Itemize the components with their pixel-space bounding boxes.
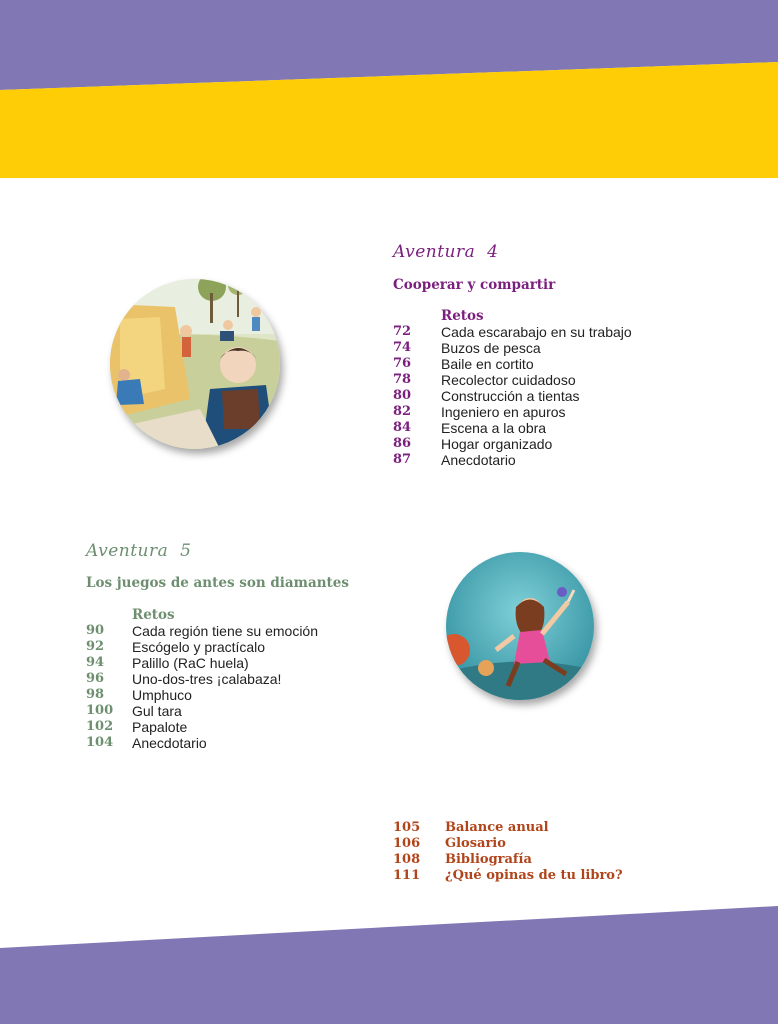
- aventura5-subtitle: Los juegos de antes son diamantes: [86, 575, 349, 591]
- page-number: 78: [393, 372, 412, 387]
- bottom-purple-band: [0, 906, 778, 1024]
- retos-heading: Retos: [441, 308, 484, 324]
- toc-entry[interactable]: [393, 436, 632, 452]
- aventura5-title: Aventura 5: [86, 541, 192, 561]
- page-number: 105: [393, 820, 421, 835]
- page-number: 90: [86, 623, 105, 638]
- page-number: 111: [393, 868, 421, 883]
- page-number: 92: [86, 639, 105, 654]
- toc-entry[interactable]: [86, 719, 318, 735]
- page-number: 72: [393, 324, 412, 339]
- entry-title: Escógelo y practícalo: [132, 639, 266, 655]
- entry-title: Construcción a tientas: [441, 388, 580, 404]
- page-number: 96: [86, 671, 105, 686]
- closing-entry[interactable]: [393, 852, 623, 868]
- toc-entry[interactable]: [86, 623, 318, 639]
- entry-title: Buzos de pesca: [441, 340, 541, 356]
- closing-list: [393, 820, 623, 884]
- toc-entry[interactable]: [393, 356, 632, 372]
- page-number: 86: [393, 436, 412, 451]
- toc-entry[interactable]: [86, 671, 318, 687]
- entry-title: Glosario: [445, 836, 506, 851]
- toc-entry[interactable]: [393, 340, 632, 356]
- closing-entry[interactable]: [393, 868, 623, 884]
- entry-title: Baile en cortito: [441, 356, 534, 372]
- toc-entry[interactable]: [86, 655, 318, 671]
- toc-entry[interactable]: [393, 324, 632, 340]
- page-number: 76: [393, 356, 412, 371]
- page-number: 98: [86, 687, 105, 702]
- page-number: 87: [393, 452, 412, 467]
- toc-entry[interactable]: [86, 703, 318, 719]
- page-number: 100: [86, 703, 114, 718]
- entry-title: Escena a la obra: [441, 420, 547, 436]
- toc-entry[interactable]: [393, 420, 632, 436]
- aventura4-title: Aventura 4: [393, 242, 499, 262]
- toc-entry[interactable]: [86, 735, 318, 751]
- aventura4-subtitle: Cooperar y compartir: [393, 277, 556, 293]
- page-number: 108: [393, 852, 421, 867]
- entry-title: Anecdotario: [132, 735, 207, 751]
- entry-title: Recolector cuidadoso: [441, 372, 576, 388]
- entry-title: Balance anual: [445, 820, 549, 835]
- aventura4-retos-list: [393, 308, 632, 468]
- entry-title: Palillo (RaC huela): [132, 655, 249, 671]
- page-number: 102: [86, 719, 114, 734]
- entry-title: Ingeniero en apuros: [441, 404, 566, 420]
- page-number: 84: [393, 420, 412, 435]
- entry-title: Cada región tiene su emoción: [132, 623, 319, 639]
- page-number: 106: [393, 836, 421, 851]
- page-number: 104: [86, 735, 114, 750]
- toc-entry[interactable]: [393, 372, 632, 388]
- toc-entry[interactable]: [86, 639, 318, 655]
- entry-title: Gul tara: [132, 703, 182, 719]
- entry-title: ¿Qué opinas de tu libro?: [445, 868, 623, 883]
- page-number: 74: [393, 340, 412, 355]
- aventura5-retos-list: [86, 607, 318, 751]
- entry-title: Anecdotario: [441, 452, 516, 468]
- toc-entry[interactable]: [86, 687, 318, 703]
- toc-entry[interactable]: [393, 404, 632, 420]
- page-number: 82: [393, 404, 412, 419]
- entry-title: Cada escarabajo en su trabajo: [441, 324, 632, 340]
- entry-title: Umphuco: [132, 687, 192, 703]
- aventura5-illustration: [446, 552, 594, 700]
- toc-entry[interactable]: [393, 452, 632, 468]
- entry-title: Papalote: [132, 719, 188, 735]
- entry-title: Hogar organizado: [441, 436, 553, 452]
- closing-entry[interactable]: [393, 836, 623, 852]
- page-number: 94: [86, 655, 105, 670]
- retos-heading: Retos: [132, 607, 175, 623]
- entry-title: Bibliografía: [445, 852, 532, 867]
- closing-entry[interactable]: [393, 820, 623, 836]
- aventura4-illustration: [110, 279, 280, 449]
- toc-entry[interactable]: [393, 388, 632, 404]
- entry-title: Uno-dos-tres ¡calabaza!: [132, 671, 282, 687]
- page-number: 80: [393, 388, 412, 403]
